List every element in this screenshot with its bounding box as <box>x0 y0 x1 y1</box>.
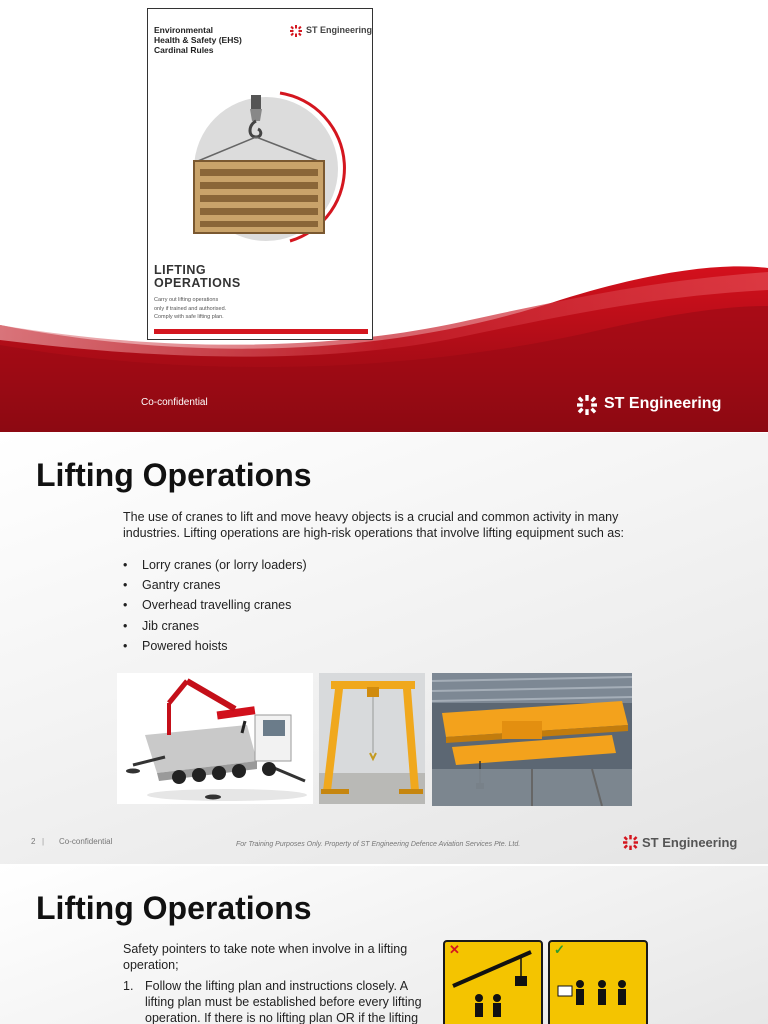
page-number: 2 <box>31 837 36 846</box>
cover-title-line: Environmental <box>154 25 214 35</box>
cover-heading-line: OPERATIONS <box>154 275 241 290</box>
workers-with-lifting-plan-icon <box>550 942 646 1024</box>
confidential-label: Co-confidential <box>59 837 113 846</box>
crane-with-workers-icon <box>445 942 541 1024</box>
list-item <box>123 598 307 618</box>
list-item-number: 1. <box>123 979 134 993</box>
cover-heading <box>154 264 241 289</box>
footer-separator: | <box>42 837 45 846</box>
list-item <box>123 619 307 639</box>
wrong-mark-icon: ✕ <box>449 942 460 957</box>
cover-red-bar <box>154 329 368 334</box>
ehs-cardinal-rules-card <box>147 8 373 340</box>
st-engineering-logo-icon <box>290 25 302 37</box>
bullet-icon: • <box>123 558 128 572</box>
st-engineering-logo-icon <box>576 395 598 415</box>
slide-1-cover <box>0 0 768 432</box>
cover-subtitle-line: Carry out lifting operations <box>154 297 219 303</box>
slide-title: Lifting Operations <box>36 457 312 493</box>
st-engineering-logo-text: ST Engineering <box>604 395 722 412</box>
intro-paragraph: The use of cranes to lift and move heavy objects is a crucial and common activity in many industries. Lifting operations are high-risk operations that involve lifting equipment such as: <box>123 510 624 540</box>
list-item-text: Jib cranes <box>142 618 199 633</box>
gantry-crane-photo <box>319 673 425 804</box>
bullet-icon: • <box>123 638 128 653</box>
list-item-text: Overhead travelling cranes <box>142 598 292 613</box>
bullet-icon: • <box>123 618 128 633</box>
cover-logo-text: ST Engineering <box>306 25 373 35</box>
list-item <box>123 578 307 598</box>
bullet-icon: • <box>123 578 128 593</box>
confidential-label: Co-confidential <box>141 397 208 408</box>
training-note: For Training Purposes Only. Property of ST Engineering Defence Aviation Services Pte. Ltd. <box>236 841 521 848</box>
lorry-crane-photo <box>117 673 313 804</box>
cover-subtitle-line: only if trained and authorised. <box>154 305 227 312</box>
red-wave-background <box>0 0 768 432</box>
equipment-list <box>123 558 307 659</box>
bullet-icon: • <box>123 598 128 613</box>
list-item <box>123 639 307 659</box>
cover-title-line: Cardinal Rules <box>154 45 214 55</box>
intro-paragraph: Safety pointers to take note when involve in a lifting operation; <box>123 942 408 972</box>
overhead-crane-photo <box>432 673 632 806</box>
slide-2-lifting-operations <box>0 433 768 864</box>
slide-3-lifting-operations <box>0 866 768 1024</box>
crate-lifting-illustration <box>178 89 358 249</box>
check-mark-icon: ✓ <box>554 942 565 957</box>
st-engineering-logo-icon <box>622 835 639 850</box>
list-item-text: Follow the lifting plan and instructions closely. A lifting plan must be established before every lifting operation. If there is no lifting plan OR if the lifting <box>145 979 422 1024</box>
cover-title <box>154 25 264 55</box>
wrong-practice-sign <box>443 940 543 1024</box>
cover-subtitle-line: Comply with safe lifting plan. <box>154 314 224 320</box>
list-item <box>123 558 307 578</box>
slide-title: Lifting Operations <box>36 890 312 926</box>
correct-practice-sign <box>548 940 648 1024</box>
list-item-text: Powered hoists <box>142 638 228 653</box>
list-item-text: Gantry cranes <box>142 578 221 593</box>
cover-subtitle <box>154 296 294 322</box>
st-engineering-logo-text: ST Engineering <box>642 835 738 850</box>
cover-title-line: Health & Safety (EHS) <box>154 35 242 45</box>
list-item-text: Lorry cranes (or lorry loaders) <box>142 558 307 572</box>
cover-heading-line: LIFTING <box>154 263 207 277</box>
